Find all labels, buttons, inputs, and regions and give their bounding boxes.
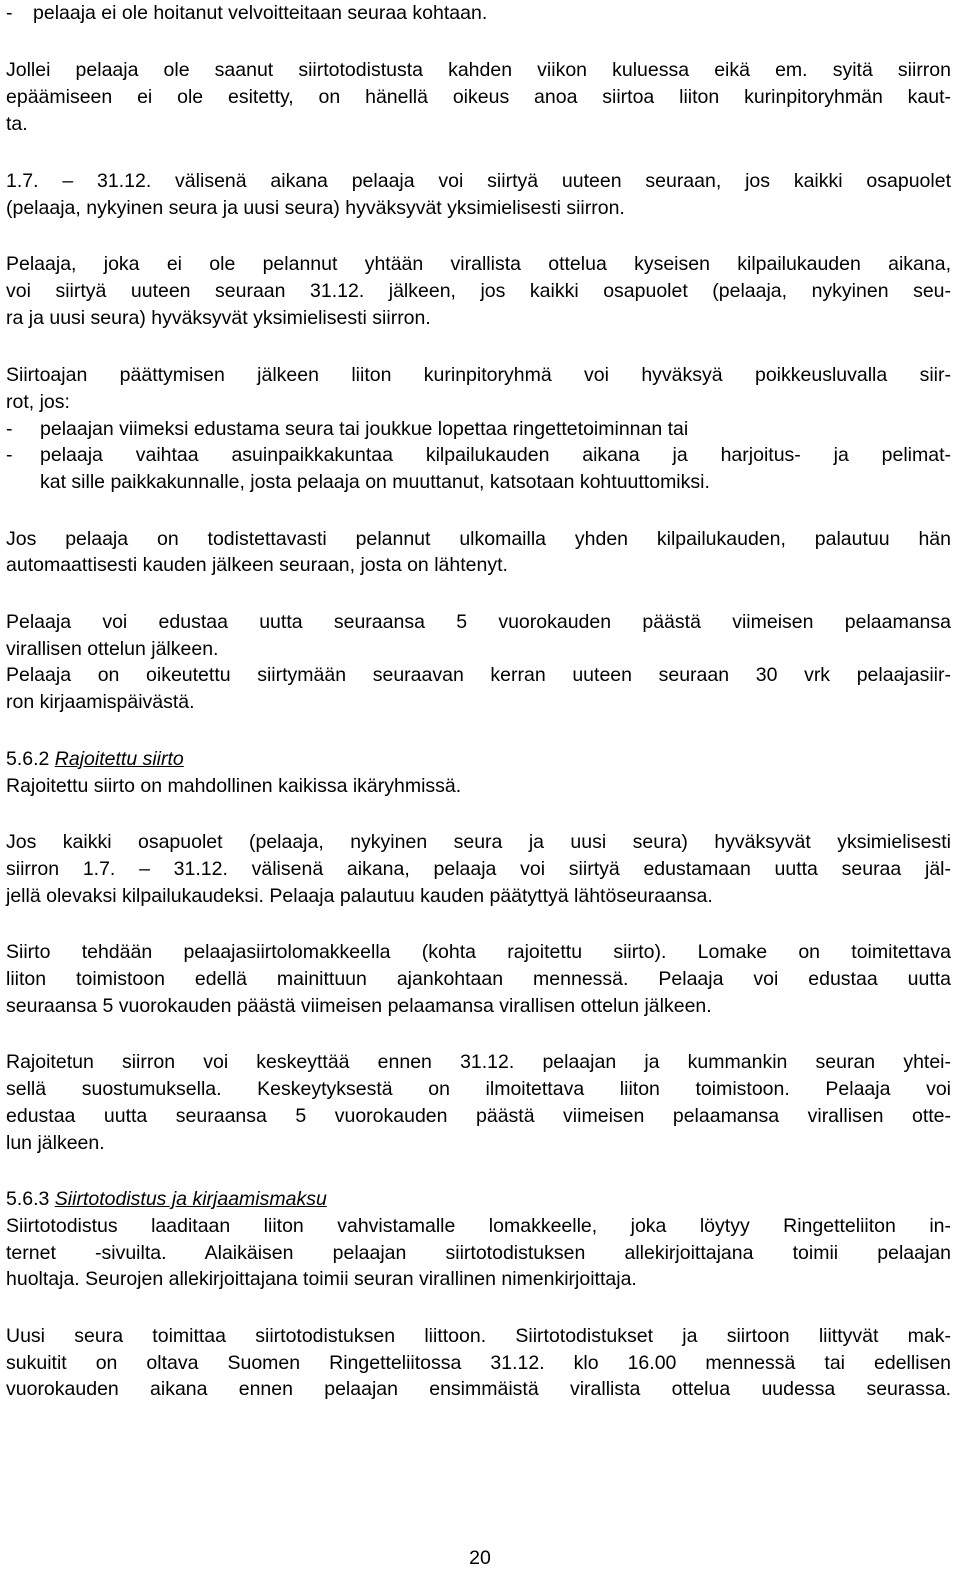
section-number: 5.6.3 [6, 1188, 55, 1210]
paragraph-line: rot, jos: [6, 391, 70, 413]
list-item-text: kat sille paikkakunnalle, josta pelaaja on muuttanut, katsotaan kohtuuttomiksi. [40, 471, 710, 493]
list-dash: - [6, 2, 13, 24]
section-title: Rajoitettu siirto [54, 748, 184, 770]
paragraph-line: Pelaaja, joka ei ole pelannut yhtään virallista ottelua kyseisen kilpailukauden aikana, [6, 253, 951, 275]
paragraph-line: epäämiseen ei ole esitetty, on hänellä oikeus anoa siirtoa liiton kurinpitoryhmän kaut- [6, 86, 951, 108]
paragraph-line: automaattisesti kauden jälkeen seuraan, josta on lähtenyt. [6, 554, 508, 576]
paragraph-line: jellä olevaksi kilpailukaudeksi. Pelaaja palautuu kauden päätyttyä lähtöseuraansa. [6, 885, 713, 907]
paragraph-line: liiton toimistoon edellä mainittuun ajankohtaan mennessä. Pelaaja voi edustaa uutta [6, 968, 951, 990]
paragraph-line: ron kirjaamispäivästä. [6, 691, 195, 713]
paragraph-line: voi siirtyä uuteen seuraan 31.12. jälkeen, jos kaikki osapuolet (pelaaja, nykyinen seu- [6, 280, 951, 302]
list-item-text: pelaaja vaihtaa asuinpaikkakuntaa kilpailukauden aikana ja harjoitus- ja pelimat- [40, 444, 951, 466]
paragraph-line: Jos pelaaja on todistettavasti pelannut ulkomailla yhden kilpailukauden, palautuu hän [6, 528, 951, 550]
paragraph-line: virallisen ottelun jälkeen. [6, 638, 219, 660]
section-number: 5.6.2 [6, 748, 55, 770]
paragraph-line: 1.7. – 31.12. välisenä aikana pelaaja voi siirtyä uuteen seuraan, jos kaikki osapuolet [6, 170, 951, 192]
section-title: Siirtotodistus ja kirjaamismaksu [54, 1188, 327, 1210]
paragraph-line: seuraansa 5 vuorokauden päästä viimeisen pelaamansa virallisen ottelun jälkeen. [6, 995, 712, 1017]
paragraph-line: (pelaaja, nykyinen seura ja uusi seura) hyväksyvät yksimielisesti siirron. [6, 197, 625, 219]
paragraph-line: huoltaja. Seurojen allekirjoittajana toimii seuran virallinen nimenkirjoittaja. [6, 1268, 637, 1290]
section-heading [6, 746, 184, 773]
paragraph-line: Siirtoajan päättymisen jälkeen liiton kurinpitoryhmä voi hyväksyä poikkeusluvalla siir- [6, 364, 951, 386]
paragraph-line: Rajoitetun siirron voi keskeyttää ennen 31.12. pelaajan ja kummankin seuran yhtei- [6, 1051, 951, 1073]
paragraph-line: Uusi seura toimittaa siirtotodistuksen liittoon. Siirtotodistukset ja siirtoon liittyvät mak- [6, 1325, 951, 1347]
list-item-text: pelaaja ei ole hoitanut velvoitteitaan seuraa kohtaan. [33, 2, 488, 24]
paragraph-line: Rajoitettu siirto on mahdollinen kaikissa ikäryhmissä. [6, 775, 462, 797]
paragraph-line: ra ja uusi seura) hyväksyvät yksimielisesti siirron. [6, 307, 431, 329]
paragraph-line: Jollei pelaaja ole saanut siirtotodistusta kahden viikon kuluessa eikä em. syitä siirron [6, 59, 951, 81]
paragraph-line: sukuitit on oltava Suomen Ringetteliitossa 31.12. klo 16.00 mennessä tai edellisen [6, 1352, 951, 1374]
paragraph-line: ta. [6, 113, 28, 135]
list-dash: - [6, 418, 13, 440]
list-dash: - [6, 444, 13, 466]
paragraph-line: sellä suostumuksella. Keskeytyksestä on ilmoitettava liiton toimistoon. Pelaaja voi [6, 1078, 951, 1100]
section-heading [6, 1186, 327, 1213]
page-number: 20 [469, 1547, 491, 1569]
paragraph-line: vuorokauden aikana ennen pelaajan ensimmäistä virallista ottelua uudessa seurassa. [6, 1378, 951, 1400]
paragraph-line: ternet -sivuilta. Alaikäisen pelaajan siirtotodistuksen allekirjoittajana toimii pelaajan [6, 1242, 951, 1264]
paragraph-line: siirron 1.7. – 31.12. välisenä aikana, pelaaja voi siirtyä edustamaan uutta seuraa jäl- [6, 858, 951, 880]
paragraph-line: Siirtotodistus laaditaan liiton vahvistamalle lomakkeelle, joka löytyy Ringetteliiton in- [6, 1215, 951, 1237]
paragraph-line: Pelaaja on oikeutettu siirtymään seuraavan kerran uuteen seuraan 30 vrk pelaajasiir- [6, 664, 951, 686]
paragraph-line: Pelaaja voi edustaa uutta seuraansa 5 vuorokauden päästä viimeisen pelaamansa [6, 611, 951, 633]
paragraph-line: Jos kaikki osapuolet (pelaaja, nykyinen seura ja uusi seura) hyväksyvät yksimielisesti [6, 831, 951, 853]
paragraph-line: Siirto tehdään pelaajasiirtolomakkeella (kohta rajoitettu siirto). Lomake on toimitettava [6, 941, 951, 963]
list-item-text: pelaajan viimeksi edustama seura tai joukkue lopettaa ringettetoiminnan tai [40, 418, 689, 440]
paragraph-line: lun jälkeen. [6, 1132, 105, 1154]
paragraph-line: edustaa uutta seuraansa 5 vuorokauden päästä viimeisen pelaamansa virallisen otte- [6, 1105, 951, 1127]
